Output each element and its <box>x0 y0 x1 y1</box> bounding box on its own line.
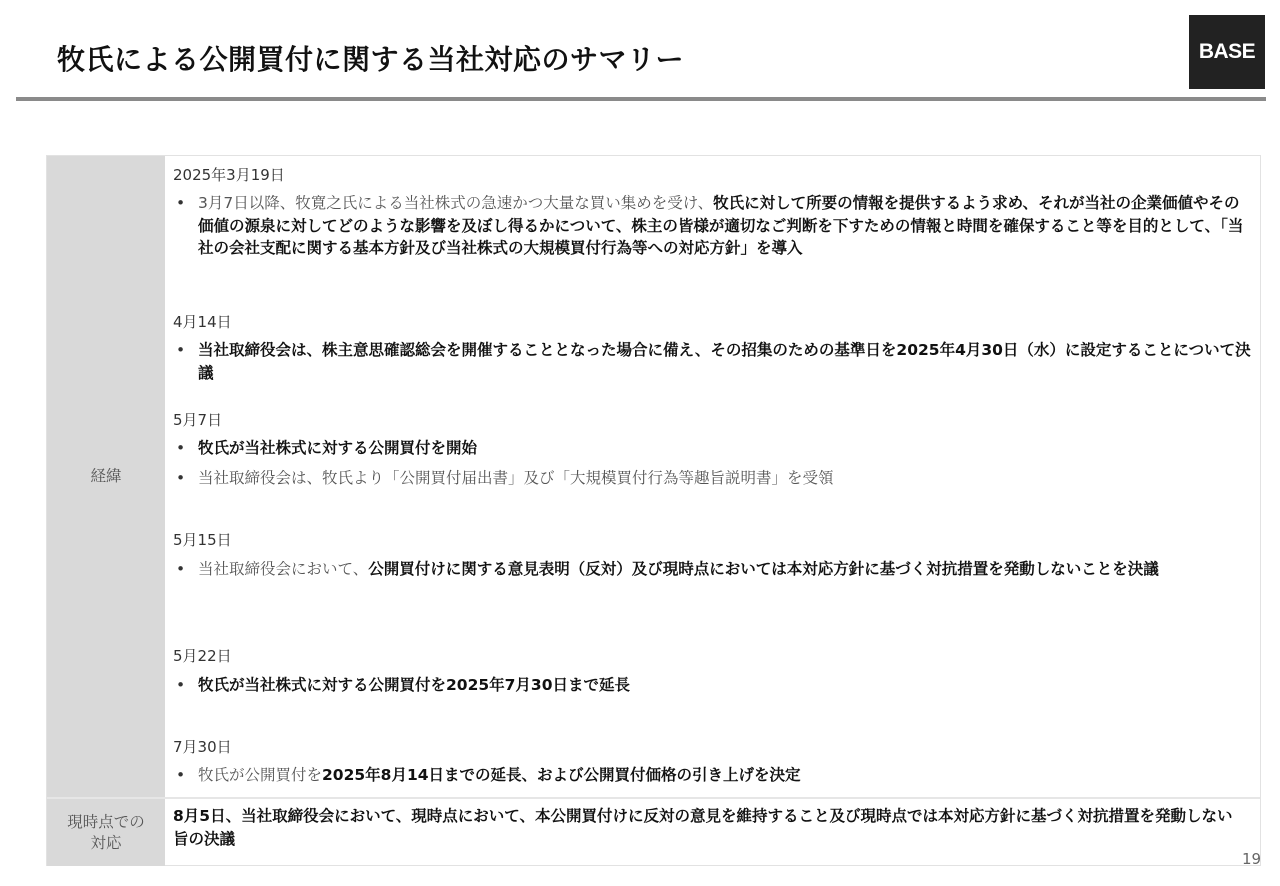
entry-date: 2025年3月19日 <box>173 166 285 184</box>
entry-date: 7月30日 <box>173 738 232 756</box>
bullet-text: 当社取締役会は、牧氏より「公開買付届出書」及び「大規模買付行為等趣旨説明書」を受領 <box>198 469 834 487</box>
bullet-text: 当社取締役会において、 <box>198 560 369 578</box>
row-label-history: 経緯 <box>47 156 165 797</box>
bullet-dot-icon: • <box>176 560 186 578</box>
entry-bullet <box>173 192 1252 260</box>
bullet-dot-icon: • <box>176 469 186 487</box>
bullet-dot-icon: • <box>176 439 186 457</box>
bullet-dot-icon: • <box>176 341 186 359</box>
bullet-text: 2025年8月14日までの延長、および公開買付価格の引き上げを決定 <box>322 766 801 784</box>
title-divider <box>16 97 1266 101</box>
bullet-dot-icon: • <box>176 194 186 212</box>
bullet-text: 公開買付けに関する意見表明（反対）及び現時点においては本対応方針に基づく対抗措置を発動しないことを決議 <box>368 560 1159 578</box>
row-label-line: 現時点での <box>67 812 145 831</box>
page-title: 牧氏による公開買付に関する当社対応のサマリー <box>57 43 685 76</box>
entry-bullet <box>173 467 1252 490</box>
bullet-text: 牧氏が当社株式に対する公開買付を2025年7月30日まで延長 <box>198 676 630 694</box>
entry-date: 5月22日 <box>173 647 232 665</box>
bullet-text: 当社取締役会は、株主意思確認総会を開催することとなった場合に備え、その招集のための基準日を2025年4月30日（水）に設定することについて決議 <box>198 341 1251 382</box>
page-number: 19 <box>1242 850 1262 868</box>
bullet-text: 3月7日以降、牧寛之氏による当社株式の急速かつ大量な買い集めを受け、 <box>198 194 714 212</box>
bullet-text: 牧氏に対して所要の情報を提供するよう求め、それが当社の企業価値やその価値の源泉に対してどのような影響を及ぼし得るかについて、株主の皆様が適切なご判断を下すための情報と時間を確保すること等を目的として、「当社の会社支配に関する基本方針及び当社株式の大規模買付行為等への対応方針」を導入 <box>198 194 1244 258</box>
bullet-text: 牧氏が当社株式に対する公開買付を開始 <box>198 439 478 457</box>
entry-bullet <box>173 674 1252 697</box>
entry-date: 5月7日 <box>173 411 223 429</box>
row-label-current-response <box>47 799 165 866</box>
entry-bullet <box>173 764 1252 787</box>
entry-date: 5月15日 <box>173 531 232 549</box>
current-response-text: 8月5日、当社取締役会において、現時点において、本公開買付けに反対の意見を維持すること及び現時点では本対応方針に基づく対抗措置を発動しない旨の決議 <box>173 807 1233 848</box>
entry-bullet <box>173 437 1252 460</box>
bullet-dot-icon: • <box>176 676 186 694</box>
row-divider <box>47 797 1260 799</box>
entry-date: 4月14日 <box>173 313 232 331</box>
bullet-dot-icon: • <box>176 766 186 784</box>
base-logo: BASE <box>1189 15 1265 89</box>
row-label-line: 対応 <box>90 833 122 852</box>
summary-table <box>46 155 1261 866</box>
bullet-text: 牧氏が公開買付を <box>198 766 323 784</box>
entry-bullet <box>173 558 1252 581</box>
entry-bullet <box>173 339 1252 384</box>
